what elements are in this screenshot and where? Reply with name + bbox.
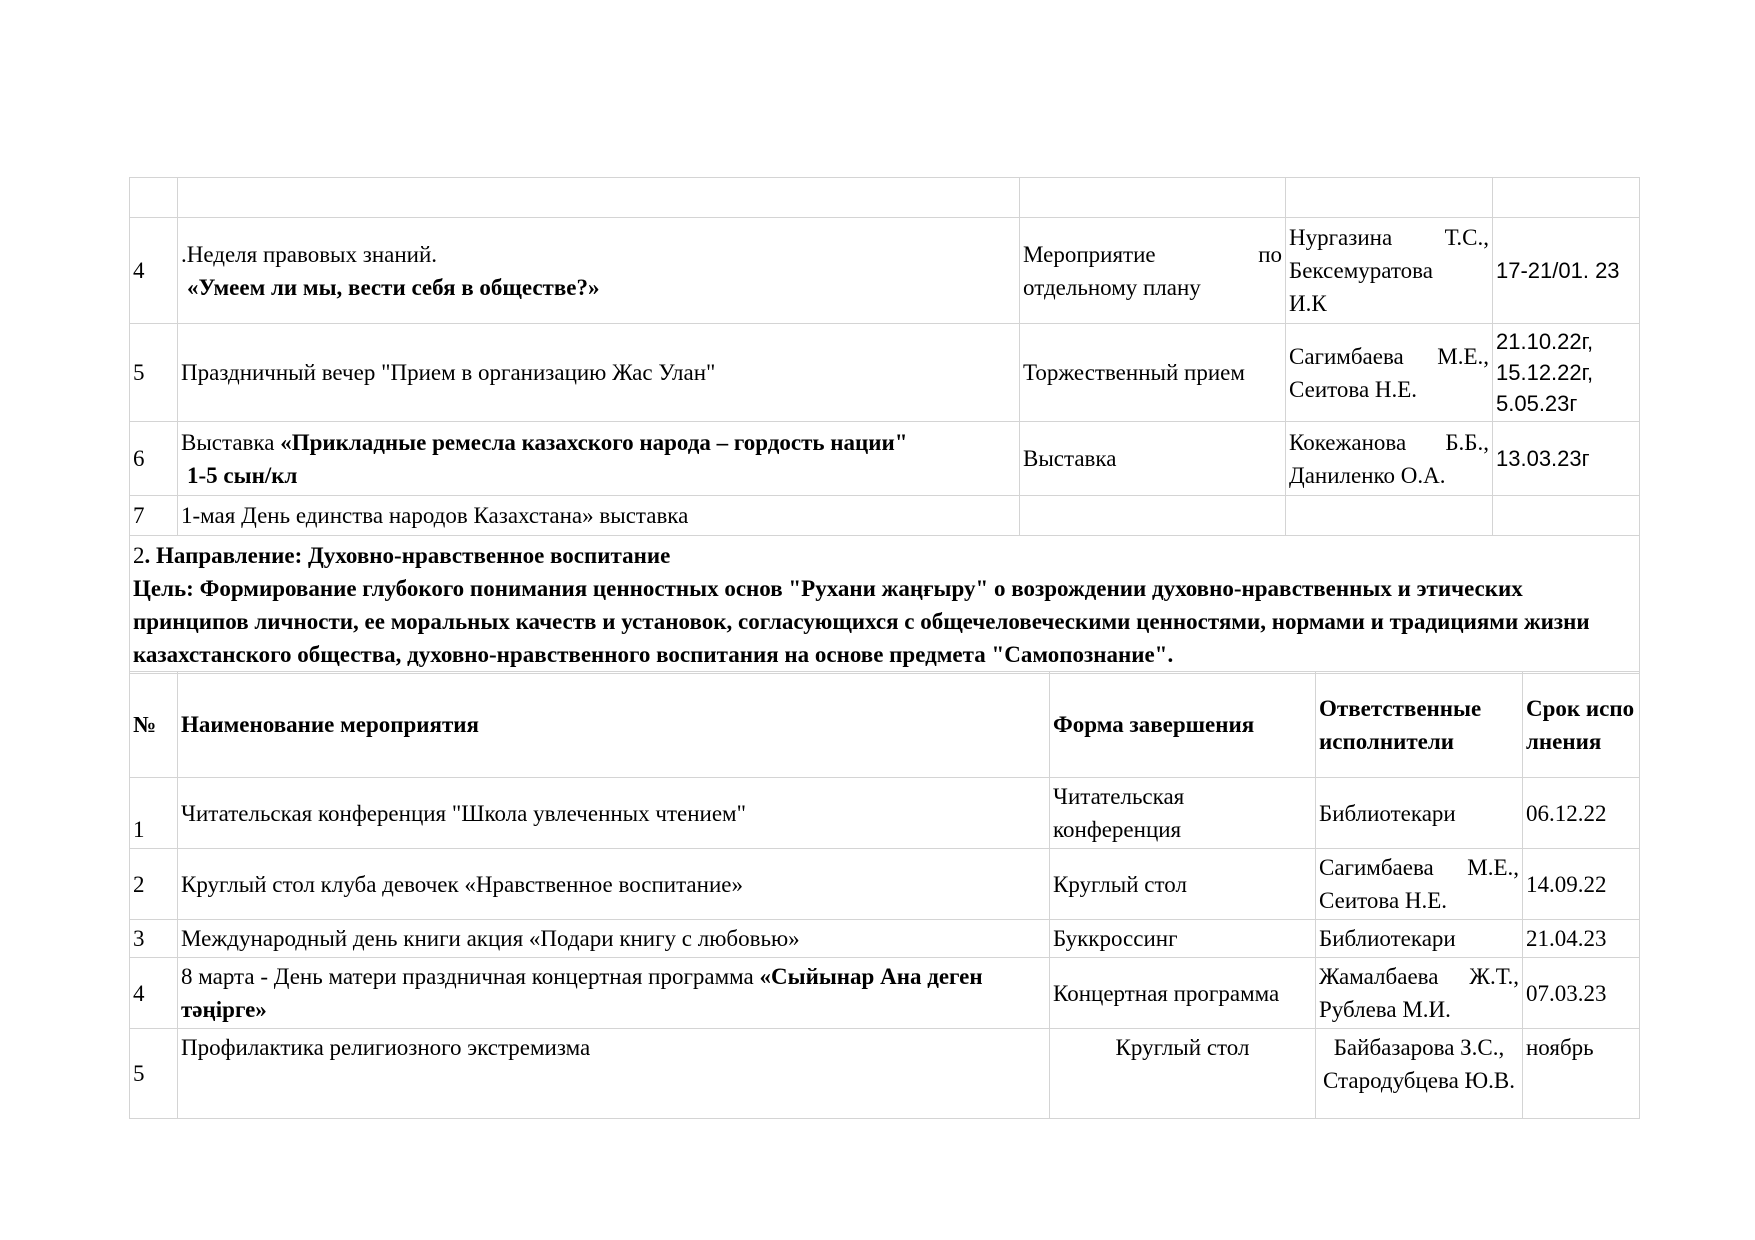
cell-form bbox=[1020, 218, 1286, 324]
table-row bbox=[130, 422, 1640, 496]
table-row bbox=[130, 496, 1640, 536]
cell-form bbox=[1020, 178, 1286, 218]
responsible-name: Даниленко О.А. bbox=[1289, 462, 1446, 488]
cell-form: Буккроссинг bbox=[1050, 920, 1316, 958]
responsible-initials: Т.С., bbox=[1444, 225, 1489, 250]
cell-name: Профилактика религиозного экстремизма bbox=[178, 1029, 1050, 1119]
cell-form bbox=[1020, 496, 1286, 536]
cell-form: Выставка bbox=[1020, 422, 1286, 496]
cell-date bbox=[1493, 324, 1640, 422]
section-title bbox=[133, 539, 1636, 572]
cell-name: Круглый стол клуба девочек «Нравственное воспитание» bbox=[178, 849, 1050, 920]
responsible-initials: М.Е., bbox=[1437, 343, 1489, 369]
event-title: «Умеем ли мы, вести себя в обществе?» bbox=[187, 274, 600, 300]
cell-form: Круглый стол bbox=[1050, 1029, 1316, 1119]
header-num: № bbox=[130, 672, 178, 778]
table-row bbox=[130, 178, 1640, 218]
section-number: 2 bbox=[133, 542, 145, 568]
responsible-name: Кокежанова bbox=[1289, 429, 1407, 455]
responsible-initials: Б.Б., bbox=[1445, 429, 1489, 455]
table-row bbox=[130, 920, 1640, 958]
table-header-row bbox=[130, 672, 1640, 778]
events-table-2 bbox=[129, 671, 1640, 1119]
table-row bbox=[130, 958, 1640, 1029]
event-title: «Прикладные ремесла казахского народа – гордость нации" bbox=[280, 429, 908, 455]
cell-num bbox=[130, 178, 178, 218]
event-subtitle: .Неделя правовых знаний. bbox=[181, 241, 438, 267]
cell-num: 5 bbox=[130, 1029, 178, 1119]
cell-date bbox=[1493, 178, 1640, 218]
cell-num: 2 bbox=[130, 849, 178, 920]
cell-num: 4 bbox=[130, 958, 178, 1029]
cell-date bbox=[1493, 496, 1640, 536]
responsible-name: Сагимбаева bbox=[1289, 343, 1404, 369]
cell-name bbox=[178, 218, 1020, 324]
event-title: «Сыйынар Ана деген тәңірге» bbox=[181, 964, 983, 1022]
cell-resp bbox=[1286, 324, 1493, 422]
form-text: по bbox=[1258, 241, 1282, 267]
cell-date: 14.09.22 bbox=[1523, 849, 1640, 920]
cell-resp bbox=[1316, 849, 1523, 920]
cell-num: 7 bbox=[130, 496, 178, 536]
cell-num: 1 bbox=[130, 778, 178, 849]
cell-form: Круглый стол bbox=[1050, 849, 1316, 920]
section-goal: Цель: Формирование глубокого понимания ценностных основ "Рухани жаңғыру" о возрождении духовно-нравственных и этических принципов личности, ее моральных качеств и установок, согласующихся с общечеловеческими ценностями, нормами и традициями жизни казахстанского общества, духовно-нравственного воспитания на основе предмета "Самопознание". bbox=[133, 575, 1590, 667]
section-heading: . Направление: Духовно-нравственное воспитание bbox=[144, 542, 671, 568]
responsible-name: Сеитова Н.Е. bbox=[1289, 376, 1418, 402]
cell-form: Концертная программа bbox=[1050, 958, 1316, 1029]
header-form: Форма завершения bbox=[1050, 672, 1316, 778]
cell-resp: Байбазарова З.С., Стародубцева Ю.В. bbox=[1316, 1029, 1523, 1119]
event-prefix: Выставка bbox=[181, 429, 281, 455]
cell-date: 06.12.22 bbox=[1523, 778, 1640, 849]
cell-name: Праздничный вечер "Прием в организацию Жас Улан" bbox=[178, 324, 1020, 422]
responsible-name: Нургазина bbox=[1289, 225, 1393, 250]
responsible-name: Сагимбаева bbox=[1319, 855, 1434, 880]
cell-resp bbox=[1286, 496, 1493, 536]
table-row bbox=[130, 324, 1640, 422]
cell-name bbox=[178, 422, 1020, 496]
header-resp: Ответственные исполнители bbox=[1316, 672, 1523, 778]
cell-resp bbox=[1286, 178, 1493, 218]
cell-date: 21.04.23 bbox=[1523, 920, 1640, 958]
table-row bbox=[130, 218, 1640, 324]
cell-resp bbox=[1316, 958, 1523, 1029]
cell-date: 13.03.23г bbox=[1493, 422, 1640, 496]
cell-num: 5 bbox=[130, 324, 178, 422]
form-text: Мероприятие bbox=[1023, 241, 1156, 267]
header-date: Срок исполнения bbox=[1523, 672, 1640, 778]
section-header bbox=[130, 536, 1640, 674]
responsible-initials: М.Е., bbox=[1467, 855, 1519, 880]
cell-date: 17-21/01. 23 bbox=[1493, 218, 1640, 324]
cell-num: 6 bbox=[130, 422, 178, 496]
cell-resp: Библиотекари bbox=[1316, 920, 1523, 958]
date-line: 15.12.22г, bbox=[1496, 360, 1594, 385]
cell-num: 4 bbox=[130, 218, 178, 324]
responsible-name: Рублева М.И. bbox=[1319, 997, 1451, 1022]
cell-resp bbox=[1286, 422, 1493, 496]
events-table-1 bbox=[129, 177, 1640, 674]
date-line: 5.05.23г bbox=[1496, 391, 1578, 416]
responsible-initials: И.К bbox=[1289, 291, 1327, 316]
cell-name bbox=[178, 178, 1020, 218]
responsible-initials: Ж.Т., bbox=[1469, 964, 1519, 989]
responsible-name: Жамалбаева bbox=[1319, 964, 1439, 989]
table-row bbox=[130, 778, 1640, 849]
cell-num: 3 bbox=[130, 920, 178, 958]
header-name: Наименование мероприятия bbox=[178, 672, 1050, 778]
cell-name: Международный день книги акция «Подари книгу с любовью» bbox=[178, 920, 1050, 958]
cell-form: Читательская конференция bbox=[1050, 778, 1316, 849]
cell-name bbox=[178, 958, 1050, 1029]
date-line: 21.10.22г, bbox=[1496, 329, 1594, 354]
cell-form: Торжественный прием bbox=[1020, 324, 1286, 422]
table-row bbox=[130, 849, 1640, 920]
cell-name: Читательская конференция "Школа увлеченных чтением" bbox=[178, 778, 1050, 849]
table-row bbox=[130, 1029, 1640, 1119]
cell-resp: Библиотекари bbox=[1316, 778, 1523, 849]
responsible-name: Сеитова Н.Е. bbox=[1319, 888, 1448, 913]
cell-date: ноябрь bbox=[1523, 1029, 1640, 1119]
cell-resp bbox=[1286, 218, 1493, 324]
cell-date: 07.03.23 bbox=[1523, 958, 1640, 1029]
responsible-name: Бексемуратова bbox=[1289, 258, 1433, 283]
section-row bbox=[130, 536, 1640, 674]
cell-name: 1-мая День единства народов Казахстана» выставка bbox=[178, 496, 1020, 536]
form-text: отдельному плану bbox=[1023, 274, 1201, 300]
event-grades: 1-5 сын/кл bbox=[187, 462, 298, 488]
event-prefix: 8 марта - День матери праздничная концертная программа bbox=[181, 964, 760, 989]
